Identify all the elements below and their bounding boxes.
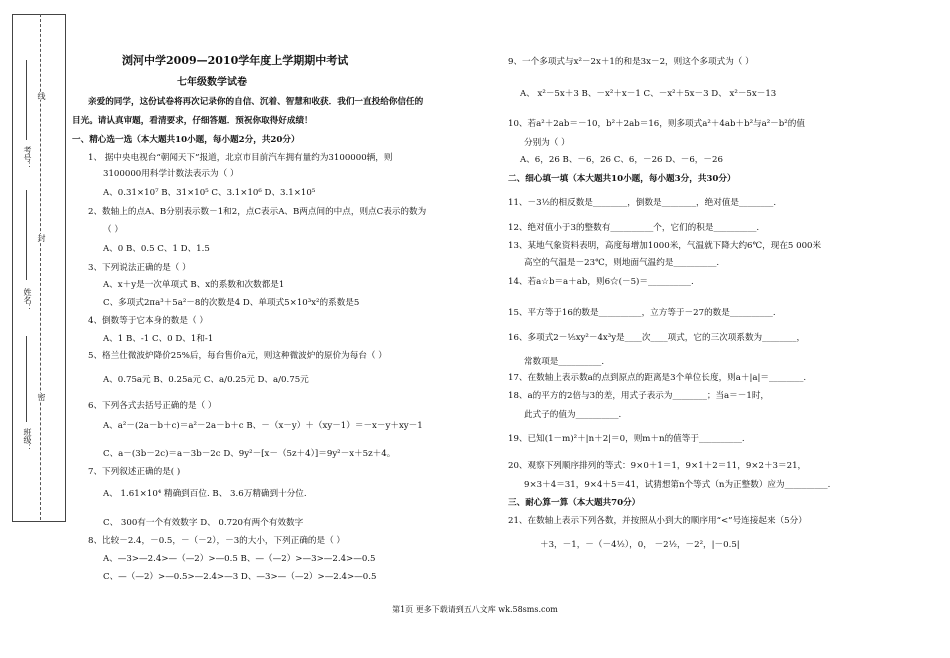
question-1-options: A、0.31×10⁷ B、31×10⁵ C、3.1×10⁶ D、3.1×10⁵	[103, 188, 316, 198]
seal-dashed-line	[40, 14, 41, 520]
name-label: 姓名：	[23, 288, 32, 312]
seal-mark-line: 线	[37, 92, 46, 100]
question-7-options-cd: C、 300有一个有效数字 D、 0.720有两个有效数字	[103, 518, 304, 528]
question-9-options: A、 x²－5x＋3 B、－x²＋x－1 C、－x²＋5x－3 D、 x²－5x－13	[520, 89, 777, 99]
section-3-heading: 三、耐心算一算（本大题共70分）	[508, 498, 641, 508]
question-6-options-cd: C、a－(3b－2c)＝a－3b－2c D、9y²－[x－（5z＋4）]＝9y²－x＋5z＋4。	[103, 449, 396, 459]
exam-number-label: 考号：	[23, 146, 32, 170]
question-5-stem: 5、格兰仕微波炉降价25%后，每台售价a元，则这种微波炉的原价为每台（ ）	[88, 351, 387, 361]
question-13-stem: 13、某地气象资料表明，高度每增加1000米，气温就下降大约6℃，现在5 000米	[508, 241, 822, 251]
question-2-stem-cont: （ ）	[103, 225, 123, 235]
question-14: 14、若a☆b＝a＋ab，则6☆(－5)＝__________.	[508, 277, 694, 287]
question-21-numbers: ＋3，－1，－（－4½），0， －2½，－2²，|－0.5|	[540, 540, 740, 550]
question-8-options-cd: C、—（—2）>—0.5>—2.4>—3 D、—3>—（—2）>—2.4>—0.5	[103, 572, 377, 582]
question-17: 17、在数轴上表示数a的点到原点的距离是3个单位长度，则a＋|a|＝________.	[508, 373, 807, 383]
seal-mark-secret: 密	[37, 393, 46, 401]
intro-line-2: 目光。请认真审题，看清要求，仔细答题．预祝你取得好成绩！	[72, 116, 313, 126]
page-footer: 第1页 更多下载请到五八文库 wk.58sms.com	[392, 605, 558, 614]
question-7-stem: 7、下列叙述正确的是( )	[88, 467, 181, 477]
binding-strip	[12, 14, 66, 522]
question-8-options-ab: A、—3>—2.4>—（—2）>—0.5 B、—（—2）>—3>—2.4>—0.5	[103, 554, 376, 564]
exam-title: 浏河中学2009—2010学年度上学期期中考试	[122, 54, 349, 67]
question-10-stem: 10、若a²＋2ab＝－10，b²＋2ab＝16，则多项式a²＋4ab＋b²与a²－b²的值	[508, 119, 805, 129]
section-2-heading: 二、细心填一填（本大题共10小题，每小题3分，共30分）	[508, 174, 736, 184]
question-4-options: A、1 B、-1 C、0 D、1和-1	[103, 334, 214, 344]
question-10-options: A、6，26 B、－6，26 C、6，－26 D、－6，－26	[520, 155, 723, 165]
question-3-stem: 3、下列说法正确的是（ ）	[88, 263, 191, 273]
question-3-options-ab: A、x＋y是一次单项式 B、x的系数和次数都是1	[103, 280, 285, 290]
question-6-stem: 6、下列各式去括号正确的是（ ）	[88, 401, 217, 411]
question-16-stem: 16、多项式2－⅕xy²－4x³y是____次____项式，它的三次项系数为________，	[508, 333, 806, 343]
question-2-stem: 2、数轴上的点A、B分别表示数－1和2，点C表示A、B两点间的中点，则点C表示的数为	[88, 207, 427, 217]
class-label: 班级：	[23, 428, 32, 452]
seal-mark-seal: 封	[37, 234, 46, 242]
question-21-stem: 21、在数轴上表示下列各数，并按照从小到大的顺序用“<”号连接起来（5分）	[508, 516, 807, 526]
question-3-options-cd: C、多项式2πa³＋5a²－8的次数是4 D、单项式5×10³x²的系数是5	[103, 298, 360, 308]
question-6-options-ab: A、a²－(2a－b＋c)＝a²－2a－b＋c B、－（x－y）＋（xy－1）＝－x－y＋xy－1	[103, 421, 423, 431]
question-10-stem-cont: 分别为（ ）	[524, 138, 570, 148]
question-1-stem: 1、 据中央电视台“朝闻天下”报道，北京市目前汽车拥有量约为3100000辆，则	[88, 153, 393, 163]
question-1-stem-cont: 3100000用科学计数法表示为（ ）	[103, 169, 239, 179]
question-8-stem: 8、比较－2.4，－0.5，－（－2），－3的大小，下列正确的是（ ）	[88, 536, 346, 546]
question-20-stem-cont: 9×3＋4＝31，9×4＋5＝41，试猜想第n个等式（n为正整数）应为__________.	[524, 480, 831, 490]
question-16-stem-cont: 常数项是__________.	[524, 357, 605, 367]
exam-number-line	[26, 60, 27, 140]
question-19: 19、已知(1－m)²＋|n＋2|＝0，则m＋n的值等于__________.	[508, 434, 745, 444]
question-15: 15、平方等于16的数是__________，立方等于－27的数是__________.	[508, 308, 776, 318]
question-11: 11、－3½的相反数是________，倒数是________，绝对值是________.	[508, 198, 777, 208]
name-line	[26, 190, 27, 280]
question-4-stem: 4、倒数等于它本身的数是（ ）	[88, 316, 208, 326]
section-1-heading: 一、精心选一选（本大题共10小题，每小题2分，共20分）	[72, 135, 300, 145]
question-13-stem-cont: 高空的气温是－23℃，则地面气温约是__________.	[524, 258, 720, 268]
intro-line-1: 亲爱的同学，这份试卷将再次记录你的自信、沉着、智慧和收获．我们一直投给你信任的	[88, 97, 424, 107]
question-9-stem: 9、一个多项式与x²－2x＋1的和是3x－2，则这个多项式为（ ）	[508, 57, 754, 67]
exam-subtitle: 七年级数学试卷	[177, 77, 247, 88]
question-18-stem: 18、a的平方的2倍与3的差，用式子表示为________；当a＝－1时，	[508, 391, 770, 401]
question-18-stem-cont: 此式子的值为__________.	[524, 410, 622, 420]
class-line	[26, 336, 27, 422]
question-2-options: A、0 B、0.5 C、1 D、1.5	[103, 244, 210, 254]
question-12: 12、绝对值小于3的整数有__________个，它们的积是__________.	[508, 223, 760, 233]
question-20-stem: 20、观察下列顺序排列的等式：9×0＋1＝1，9×1＋2＝11，9×2＋3＝21，	[508, 461, 807, 471]
question-7-options-ab: A、 1.61×10⁴ 精确到百位. B、 3.6万精确到十分位.	[103, 489, 307, 499]
question-5-options: A、0.75a元 B、0.25a元 C、a/0.25元 D、a/0.75元	[103, 375, 309, 385]
